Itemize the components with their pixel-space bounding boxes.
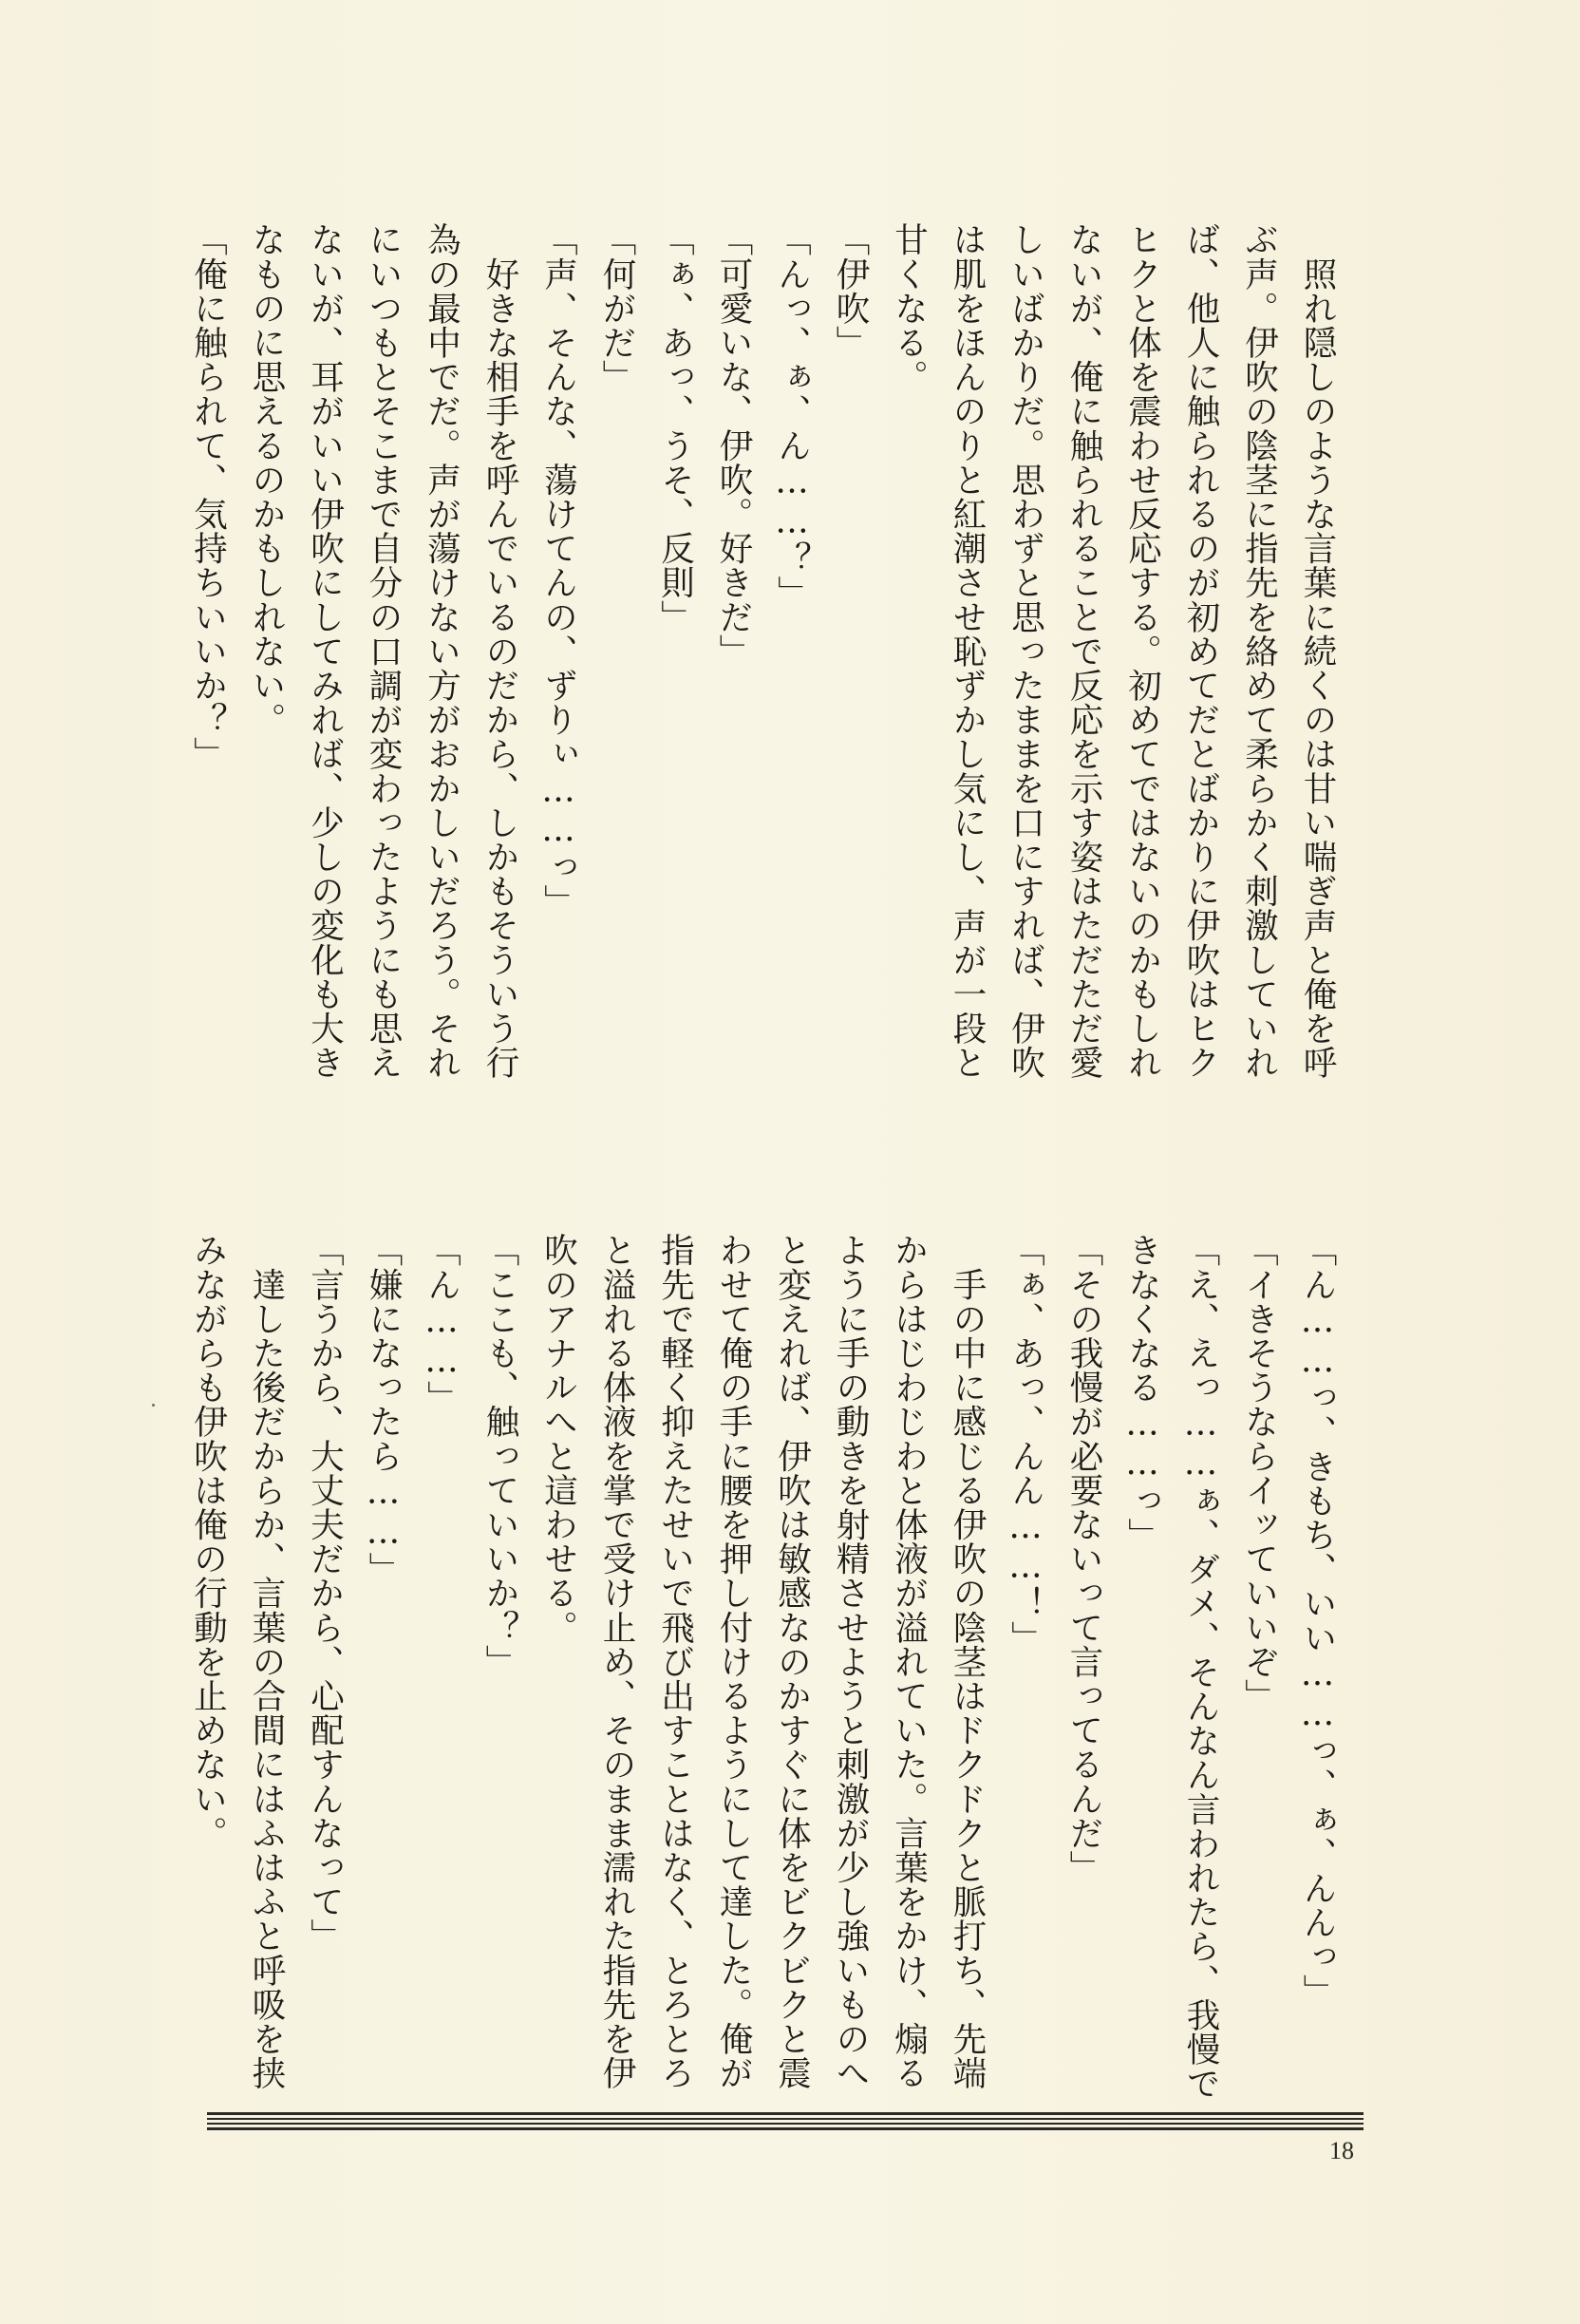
text-line: ば、他人に触られるのが初めてだとばかりに伊吹はヒク	[1181, 222, 1220, 1080]
text-line: 「嫌になったら……」	[364, 1233, 403, 1586]
footer-rule	[207, 2112, 1364, 2133]
text-line: 達した後だからか、言葉の合間にはふはふと呼吸を挟	[247, 1233, 286, 2090]
text-line: ないが、俺に触られることで反応を示す姿はただただ愛	[1064, 222, 1103, 1080]
text-line: 「ぁ、あっ、うそ、反則」	[655, 222, 695, 634]
text-line: 「何がだ」	[597, 222, 636, 394]
text-line: ないが、耳がいい伊吹にしてみれば、少しの変化も大き	[305, 222, 345, 1080]
page-number: 18	[1329, 2137, 1354, 2164]
text-line: と溢れる体液を掌で受け止め、そのまま濡れた指先を伊	[597, 1233, 636, 2090]
text-line: ように手の動きを射精させようと刺激が少し強いものへ	[831, 1233, 870, 2090]
text-line: と変えれば、伊吹は敏感なのかすぐに体をビクビクと震	[772, 1233, 812, 2090]
text-line: 「ぁ、あっ、んん……！」	[1006, 1233, 1045, 1655]
text-line: 「え、えっ……ぁ、ダメ、そんなん言われたら、我慢で	[1181, 1233, 1220, 2101]
text-line: 甘くなる。	[889, 222, 929, 394]
footer-rule-line	[207, 2118, 1364, 2120]
text-line: きなくなる……っ」	[1122, 1233, 1162, 1552]
text-line: 「んっ、ぁ、ん……？」	[772, 222, 812, 611]
text-line: 「ん……っ、きもち、いい……っ、ぁ、んんっ」	[1298, 1233, 1337, 2009]
text-line: 「言うから、大丈夫だから、心配すんなって」	[305, 1233, 345, 1954]
text-line: 「声、そんな、蕩けてんの、ずりぃ……っ」	[538, 222, 578, 918]
text-line: 照れ隠しのような言葉に続くのは甘い喘ぎ声と俺を呼	[1298, 222, 1337, 1080]
text-line: 好きな相手を呼んでいるのだから、しかもそういう行	[480, 222, 519, 1080]
text-line: 「ん……」	[422, 1233, 461, 1415]
text-line: 「伊吹」	[831, 222, 870, 360]
footer-rule-line	[207, 2112, 1364, 2115]
text-line: ヒクと体を震わせ反応する。初めてではないのかもしれ	[1122, 222, 1162, 1080]
footer-rule-line	[207, 2127, 1364, 2130]
text-line: 「その我慢が必要ないって言ってるんだ」	[1064, 1233, 1103, 1884]
text-line: 指先で軽く抑えたせいで飛び出すことはなく、とろとろ	[655, 1233, 695, 2090]
footer-rule-line	[207, 2123, 1364, 2125]
paper-speck	[152, 1404, 155, 1407]
text-line: なものに思えるのかもしれない。	[247, 222, 286, 737]
text-line: 手の中に感じる伊吹の陰茎はドクドクと脈打ち、先端	[948, 1233, 987, 2090]
text-line: みながらも伊吹は俺の行動を止めない。	[188, 1233, 228, 1850]
text-line: 「可愛いな、伊吹。好きだ」	[714, 222, 753, 669]
text-line: にいつもとそこまで自分の口調が変わったようにも思え	[364, 222, 403, 1080]
text-line: しいばかりだ。思わずと思ったままを口にすれば、伊吹	[1006, 222, 1045, 1080]
text-line: 「俺に触られて、気持ちいいか？」	[188, 222, 228, 771]
text-line: ぶ声。伊吹の陰茎に指先を絡めて柔らかく刺激していれ	[1239, 222, 1279, 1080]
upper-text-block	[179, 222, 1346, 1096]
text-line: 「イきそうならイッていいぞ」	[1239, 1233, 1279, 1713]
text-line: 吹のアナルへと這わせる。	[538, 1233, 578, 1645]
text-line: 「ここも、触っていいか？」	[480, 1233, 519, 1679]
text-line: 為の最中でだ。声が蕩けない方がおかしいだろう。それ	[422, 222, 461, 1080]
text-line: からはじわじわと体液が溢れていた。言葉をかけ、煽る	[889, 1233, 929, 2090]
text-line: わせて俺の手に腰を押し付けるようにして達した。俺が	[714, 1233, 753, 2090]
text-line: は肌をほんのりと紅潮させ恥ずかし気にし、声が一段と	[948, 222, 987, 1080]
lower-text-block	[179, 1233, 1346, 2101]
